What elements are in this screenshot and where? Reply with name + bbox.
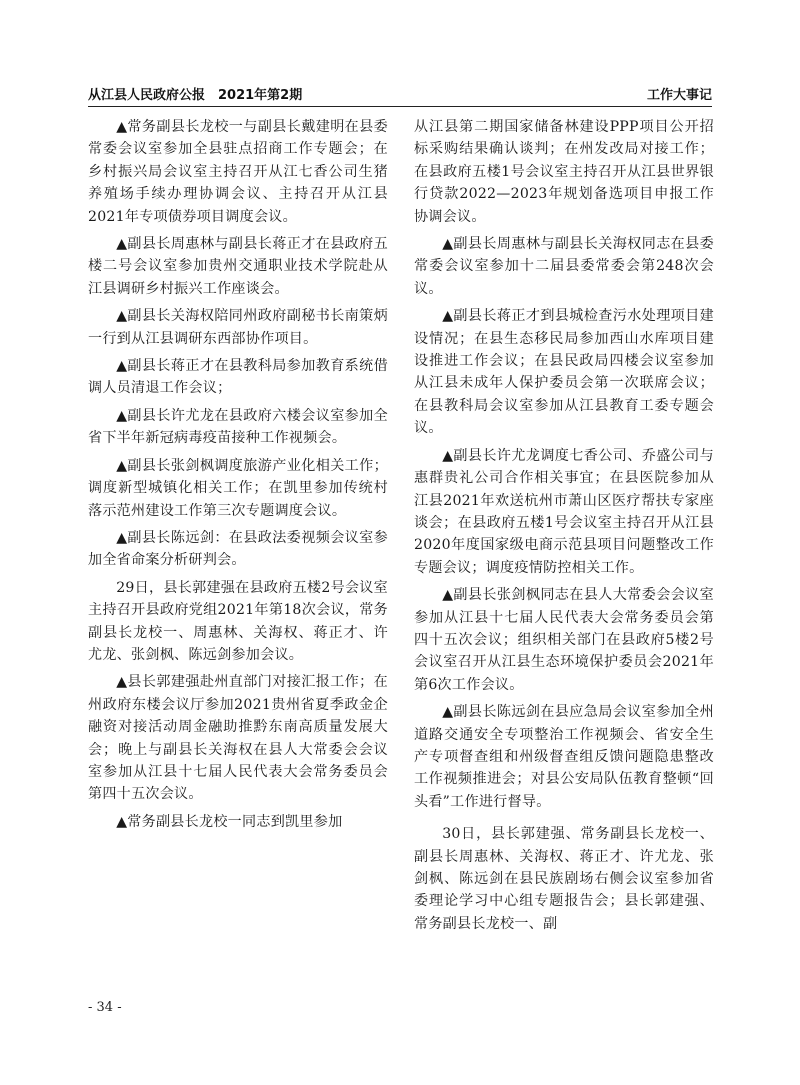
publication-title: 从江县人民政府公报 2021年第2期 bbox=[88, 88, 303, 103]
paragraph: ▲副县长关海权陪同州政府副秘书长南策炳一行到从江县调研东西部协作项目。 bbox=[88, 308, 388, 347]
paragraph: ▲副县长张剑枫调度旅游产业化相关工作；调度新型城镇化相关工作；在凯里参加传统村落示范州建设工作第三次专题调度会议。 bbox=[88, 457, 388, 519]
paragraph: ▲副县长张剑枫同志在县人大常委会会议室参加从江县十七届人民代表大会常务委员会第四十五次会议；组织相关部门在县政府5楼2号会议室召开从江县生态环境保护委员会2021年第6次工作会议。 bbox=[414, 587, 714, 693]
paragraph: ▲常务副县长龙校一同志到凯里参加 bbox=[116, 813, 343, 830]
page-number: - 34 - bbox=[88, 1000, 122, 1015]
section-title: 工作大事记 bbox=[646, 88, 712, 103]
left-column bbox=[88, 116, 388, 838]
paragraph: ▲县长郭建强赴州直部门对接汇报工作；在州政府东楼会议厅参加2021贵州省夏季政金企融资对接活动周金融助推黔东南高质量发展大会；晚上与副县长关海权在县人大常委会会议室参加从江县十七届人民代表大会常务委员会第四十五次会议。 bbox=[88, 674, 388, 803]
page-header bbox=[88, 84, 712, 106]
paragraph: ▲副县长许尤龙调度七香公司、乔盛公司与惠群贵礼公司合作相关事宜；在县医院参加从江县2021年欢送杭州市萧山区医疗帮扶专家座谈会；在县政府五楼1号会议室主持召开从江县2020年度国家级电商示范县项目问题整改工作专题会议；调度疫情防控相关工作。 bbox=[414, 447, 714, 576]
paragraph: ▲副县长陈远剑：在县政法委视频会议室参加全省命案分析研判会。 bbox=[88, 529, 388, 569]
paragraph: ▲副县长蒋正才到县城检查污水处理项目建设情况；在县生态移民局参加西山水库项目建设推进工作会议；在县民政局四楼会议室参加从江县未成年人保护委员会第一次联席会议；在县教科局会议室参加从江县教育工委专题会议。 bbox=[414, 308, 714, 437]
paragraph: ▲常务副县长龙校一与副县长戴建明在县委常委会议室参加全县驻点招商工作专题会；在乡村振兴局会议室主持召开从江七香公司生猪养殖场手续办理协调会议、主持召开从江县2021年专项债券项目调度会议。 bbox=[88, 119, 388, 225]
paragraph: 30日，县长郭建强、常务副县长龙校一、副县长周惠林、关海权、蒋正才、许尤龙、张剑枫、陈远剑在县民族剧场右侧会议室参加省委理论学习中心组专题报告会；县长郭建强、常务副县长龙校一、副 bbox=[414, 826, 714, 932]
paragraph: ▲副县长蒋正才在县教科局参加教育系统借调人员清退工作会议； bbox=[88, 358, 388, 397]
paragraph: ▲副县长周惠林与副县长关海权同志在县委常委会议室参加十二届县委常委会第248次会议。 bbox=[414, 236, 714, 297]
continued-paragraph: 从江县第二期国家储备林建设PPP项目公开招标采购结果确认谈判；在州发改局对接工作；在县政府五楼1号会议室主持召开从江县世界银行贷款2022—2023年规划备选项目申报工作协调会议。 bbox=[414, 119, 714, 225]
header-rule bbox=[88, 106, 712, 107]
paragraph: ▲副县长周惠林与副县长蒋正才在县政府五楼二号会议室参加贵州交通职业技术学院赴从江县调研乡村振兴工作座谈会。 bbox=[88, 236, 388, 297]
right-column bbox=[414, 116, 714, 940]
paragraph: 29日，县长郭建强在县政府五楼2号会议室主持召开县政府党组2021年第18次会议，常务副县长龙校一、周惠林、关海权、蒋正才、许尤龙、张剑枫、陈远剑参加会议。 bbox=[88, 579, 388, 663]
paragraph: ▲副县长陈远剑在县应急局会议室参加全州道路交通安全专项整治工作视频会、省安全生产专项督查组和州级督查组反馈问题隐患整改工作视频推进会；对县公安局队伍教育整顿“回头看”工作进行督导。 bbox=[414, 704, 714, 810]
paragraph: ▲副县长许尤龙在县政府六楼会议室参加全省下半年新冠病毒疫苗接种工作视频会。 bbox=[88, 407, 388, 447]
